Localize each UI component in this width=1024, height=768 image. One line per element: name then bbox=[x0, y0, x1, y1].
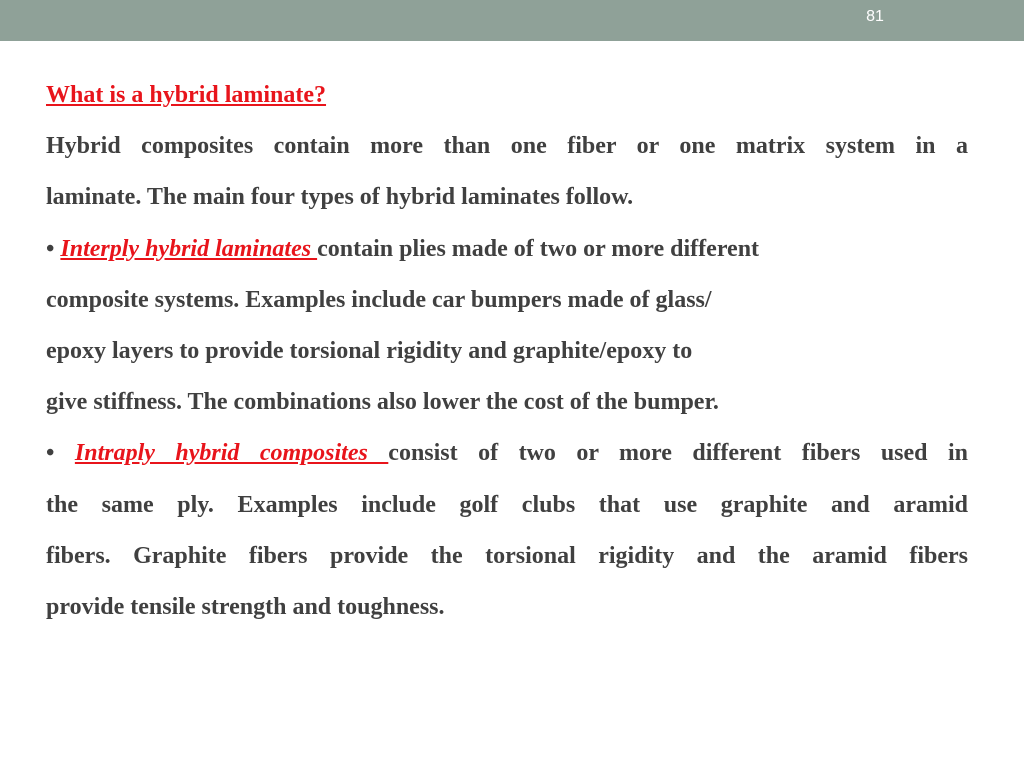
interply-line-3: epoxy layers to provide torsional rigidity and graphite/epoxy to bbox=[46, 337, 693, 364]
intraply-line-1-rest: consist of two or more different fibers used in bbox=[388, 440, 968, 467]
interply-line-1 bbox=[46, 224, 968, 275]
intraply-line-4: provide tensile strength and toughness. bbox=[46, 593, 445, 620]
intraply-line-3: fibers. Graphite fibers provide the torsional rigidity and the aramid fibers bbox=[46, 542, 968, 569]
header-bar bbox=[0, 0, 1024, 41]
intraply-line-2: the same ply. Examples include golf clubs that use graphite and aramid bbox=[46, 491, 968, 518]
slide-heading: What is a hybrid laminate? bbox=[46, 82, 327, 108]
interply-term: Interply hybrid laminates bbox=[60, 235, 318, 262]
intraply-line-1 bbox=[46, 428, 968, 479]
slide-content bbox=[46, 70, 968, 633]
intraply-term: Intraply hybrid composites bbox=[74, 440, 389, 467]
interply-line-2: composite systems. Examples include car bumpers made of glass/ bbox=[46, 286, 712, 313]
slide-number: 81 bbox=[866, 8, 884, 25]
interply-line-1-rest: contain plies made of two or more different bbox=[317, 235, 760, 262]
bullet: • bbox=[46, 235, 55, 262]
bullet: • bbox=[46, 440, 55, 467]
intro-line-2: laminate. The main four types of hybrid laminates follow. bbox=[46, 184, 634, 211]
interply-line-4: give stiffness. The combinations also lower the cost of the bumper. bbox=[46, 389, 719, 416]
intro-line-1: Hybrid composites contain more than one fiber or one matrix system in a bbox=[46, 133, 968, 160]
heading-line bbox=[46, 70, 968, 121]
